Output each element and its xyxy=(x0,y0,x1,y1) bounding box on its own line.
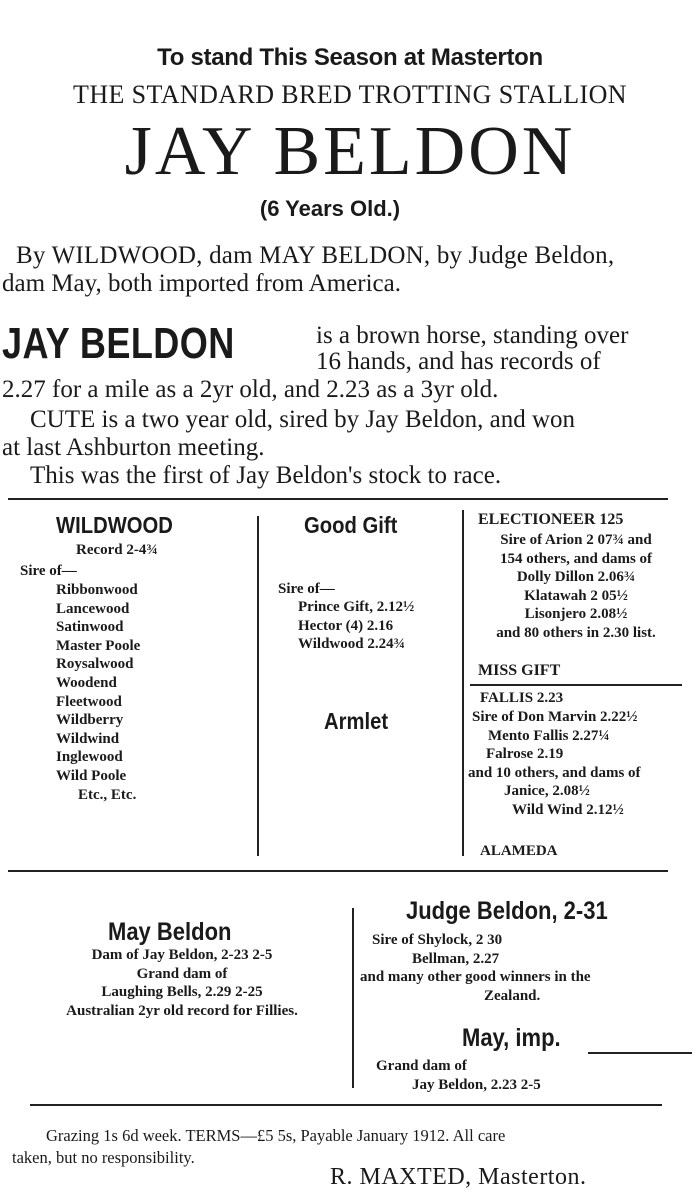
pedigree-divider xyxy=(352,908,354,1088)
list-item: Prince Gift, 2.12½ xyxy=(298,599,415,615)
description-line3: 2.27 for a mile as a 2yr old, and 2.23 as a 3yr old. xyxy=(2,376,499,403)
may-beldon-details xyxy=(22,946,342,1020)
wildwood-sire-of: Sire of— xyxy=(20,563,77,579)
good-gift-title: Good Gift xyxy=(304,512,398,538)
list-item: Dolly Dillon 2.06¾ xyxy=(516,569,636,586)
wildwood-title: WILDWOOD xyxy=(56,512,173,538)
may-beldon-title: May Beldon xyxy=(108,918,232,946)
fallis-record-list xyxy=(468,708,641,820)
good-gift-sire-of: Sire of— xyxy=(278,581,335,597)
electioneer-record-list xyxy=(470,531,682,643)
detail-line: Laughing Bells, 2.29 2-25 xyxy=(101,984,263,1001)
description-line2: 16 hands, and has records of xyxy=(316,348,601,375)
detail-line: Sire of Shylock, 2 30 xyxy=(372,932,503,948)
list-item: Roysalwood xyxy=(56,656,134,673)
electioneer-title: ELECTIONEER 125 xyxy=(478,511,624,528)
list-item: Wild Wind 2.12½ xyxy=(512,801,624,818)
list-item: Ribbonwood xyxy=(56,582,138,598)
list-item: Klatawah 2 05½ xyxy=(524,587,628,604)
list-item: Satinwood xyxy=(56,619,124,636)
may-imp-details xyxy=(376,1057,541,1094)
header-line2: THE STANDARD BRED TROTTING STALLION xyxy=(73,80,627,109)
alameda-label: ALAMEDA xyxy=(480,843,558,859)
pedigree-intro-line1: By WILDWOOD, dam MAY BELDON, by Judge Beldon, xyxy=(16,242,615,269)
miss-gift-divider xyxy=(470,684,682,686)
description-line1: is a brown horse, standing over xyxy=(316,322,629,349)
description-line5: at last Ashburton meeting. xyxy=(2,434,265,461)
wildwood-record: Record 2-4¾ xyxy=(76,542,158,558)
description-line6: This was the first of Jay Beldon's stock to race. xyxy=(30,462,502,489)
list-item: Master Poole xyxy=(56,637,141,654)
list-item: Etc., Etc. xyxy=(78,786,137,803)
list-item: Fleetwood xyxy=(56,693,122,710)
detail-line: Dam of Jay Beldon, 2-23 2-5 xyxy=(91,947,273,963)
may-imp-title: May, imp. xyxy=(462,1024,561,1052)
armlet-label: Armlet xyxy=(324,708,389,734)
list-item: Woodend xyxy=(56,674,117,691)
footer-terms: Grazing 1s 6d week. TERMS—£5 5s, Payable January 1912. All care xyxy=(46,1126,506,1145)
judge-beldon-details xyxy=(360,931,591,1005)
list-item: Falrose 2.19 xyxy=(486,746,564,763)
column-divider-1 xyxy=(257,516,259,856)
description-name: JAY BELDON xyxy=(2,319,235,368)
list-item: Wild Poole xyxy=(56,767,127,784)
list-item: and 10 others, and dams of xyxy=(468,764,641,781)
judge-beldon-title: Judge Beldon, 2-31 xyxy=(406,897,608,925)
stallion-age: (6 Years Old.) xyxy=(259,196,401,221)
detail-line: and many other good winners in the xyxy=(360,969,591,986)
header-line1: To stand This Season at Masterton xyxy=(157,44,543,71)
list-item: Mento Fallis 2.27¼ xyxy=(488,727,610,744)
list-item: Wildwind xyxy=(56,730,120,747)
fallis-title: FALLIS 2.23 xyxy=(480,690,564,706)
detail-line: Bellman, 2.27 xyxy=(412,950,500,967)
list-item: Wildwood 2.24¾ xyxy=(298,636,405,653)
advertiser-signature: R. MAXTED, Masterton. xyxy=(330,1164,587,1190)
detail-line: Grand dam of xyxy=(376,1058,467,1074)
column-divider-2 xyxy=(462,510,464,856)
detail-line: Grand dam of xyxy=(136,965,228,982)
list-item: Inglewood xyxy=(56,749,123,766)
pedigree-intro-line2: dam May, both imported from America. xyxy=(2,270,401,297)
list-item: 154 others, and dams of xyxy=(499,550,653,567)
wildwood-sire-list xyxy=(56,581,140,804)
list-item: Hector (4) 2.16 xyxy=(298,617,394,634)
list-item: and 80 others in 2.30 list. xyxy=(496,624,656,641)
list-item: Sire of Arion 2 07¾ and xyxy=(500,532,652,548)
list-item: Janice, 2.08½ xyxy=(504,783,590,800)
detail-line: Australian 2yr old record for Fillies. xyxy=(66,1002,298,1019)
divider-bottom xyxy=(30,1104,662,1106)
list-item: Wildberry xyxy=(56,712,124,729)
footer-care: taken, but no responsibility. xyxy=(12,1148,195,1167)
list-item: Sire of Don Marvin 2.22½ xyxy=(472,709,638,725)
list-item: Lisonjero 2.08½ xyxy=(524,606,628,623)
list-item: Lancewood xyxy=(56,600,130,617)
detail-line: Zealand. xyxy=(484,987,541,1004)
good-gift-sire-list xyxy=(298,598,414,654)
description-line4: CUTE is a two year old, sired by Jay Beldon, and won xyxy=(30,406,576,433)
miss-gift-title: MISS GIFT xyxy=(478,662,561,679)
divider-middle xyxy=(8,870,668,872)
may-imp-rule xyxy=(588,1052,692,1054)
detail-line: Jay Beldon, 2.23 2-5 xyxy=(412,1076,541,1093)
divider-top xyxy=(8,498,668,500)
stallion-name: JAY BELDON xyxy=(124,113,576,190)
